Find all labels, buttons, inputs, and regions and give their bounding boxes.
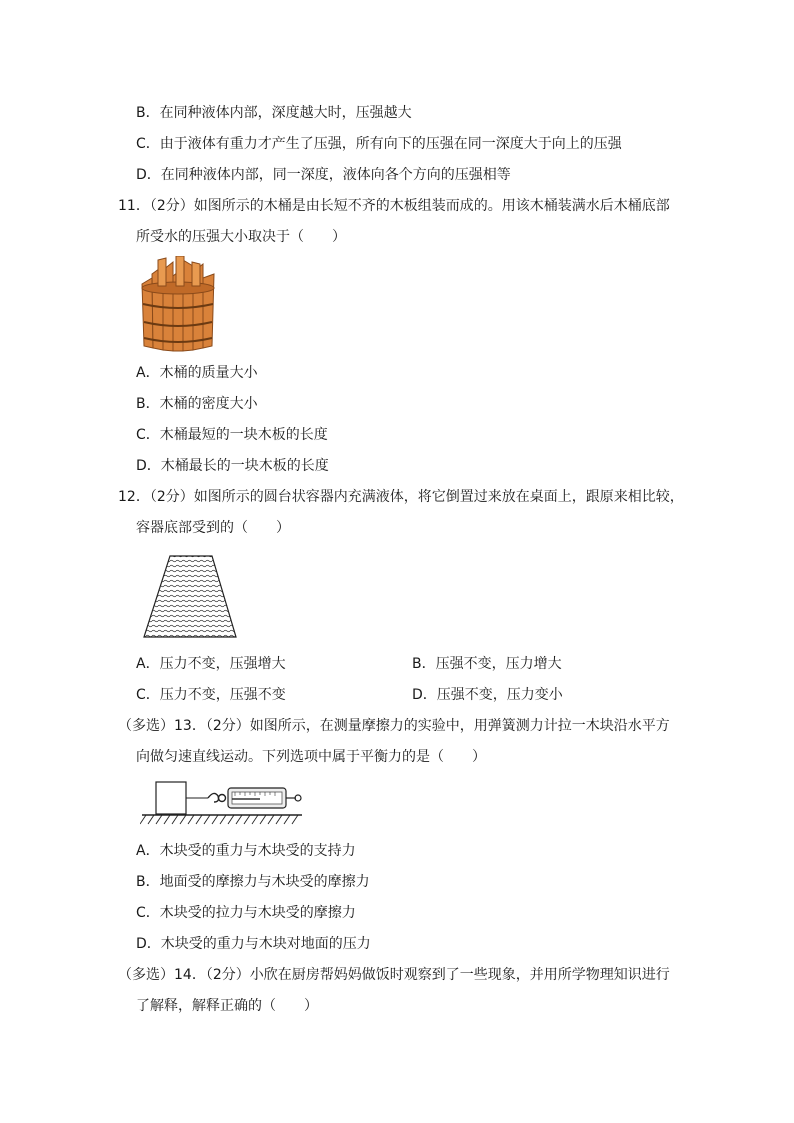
q11-option-b: B．木桶的密度大小	[136, 396, 258, 412]
q10-option-b: B．在同种液体内部，深度越大时，压强越大	[136, 105, 412, 121]
q11-stem-line1: 11．（2分）如图所示的木桶是由长短不齐的木板组装而成的。用该木桶装满水后木桶底部	[118, 198, 670, 214]
q11-option-c: C．木桶最短的一块木板的长度	[136, 427, 328, 443]
q11-stem-line2: 所受水的压强大小取决于（ ）	[136, 229, 346, 245]
q14-stem-line2: 了解释，解释正确的（ ）	[136, 998, 318, 1014]
q14-stem-line1: （多选）14．（2分）小欣在厨房帮妈妈做饭时观察到了一些现象，并用所学物理知识进行	[118, 967, 670, 983]
q11-option-d: D．木桶最长的一块木板的长度	[136, 458, 329, 474]
q13-option-a: A．木块受的重力与木块受的支持力	[136, 843, 356, 859]
q13-option-d: D．木块受的重力与木块对地面的压力	[136, 936, 371, 952]
q11-option-a: A．木桶的质量大小	[136, 365, 258, 381]
q12-option-a: A．压力不变，压强增大	[136, 656, 286, 672]
q12-option-b: B．压强不变，压力增大	[412, 656, 562, 672]
q13-stem-line2: 向做匀速直线运动。下列选项中属于平衡力的是（ ）	[136, 749, 486, 765]
wooden-bucket-figure	[138, 256, 218, 356]
q13-option-c: C．木块受的拉力与木块受的摩擦力	[136, 905, 356, 921]
q12-stem-line2: 容器底部受到的（ ）	[136, 520, 290, 536]
q12-option-d: D．压强不变，压力变小	[412, 687, 563, 703]
q10-option-d: D．在同种液体内部，同一深度，液体向各个方向的压强相等	[136, 167, 511, 183]
frustum-container-figure	[140, 553, 240, 643]
q13-option-b: B．地面受的摩擦力与木块受的摩擦力	[136, 874, 370, 890]
q12-stem-line1: 12．（2分）如图所示的圆台状容器内充满液体，将它倒置过来放在桌面上，跟原来相比较，	[118, 489, 684, 505]
q13-stem-line1: （多选）13．（2分）如图所示，在测量摩擦力的实验中，用弹簧测力计拉一木块沿水平方	[118, 718, 670, 734]
q10-option-c: C．由于液体有重力才产生了压强，所有向下的压强在同一深度大于向上的压强	[136, 136, 622, 152]
friction-experiment-figure	[140, 774, 304, 828]
q12-option-c: C．压力不变，压强不变	[136, 687, 286, 703]
